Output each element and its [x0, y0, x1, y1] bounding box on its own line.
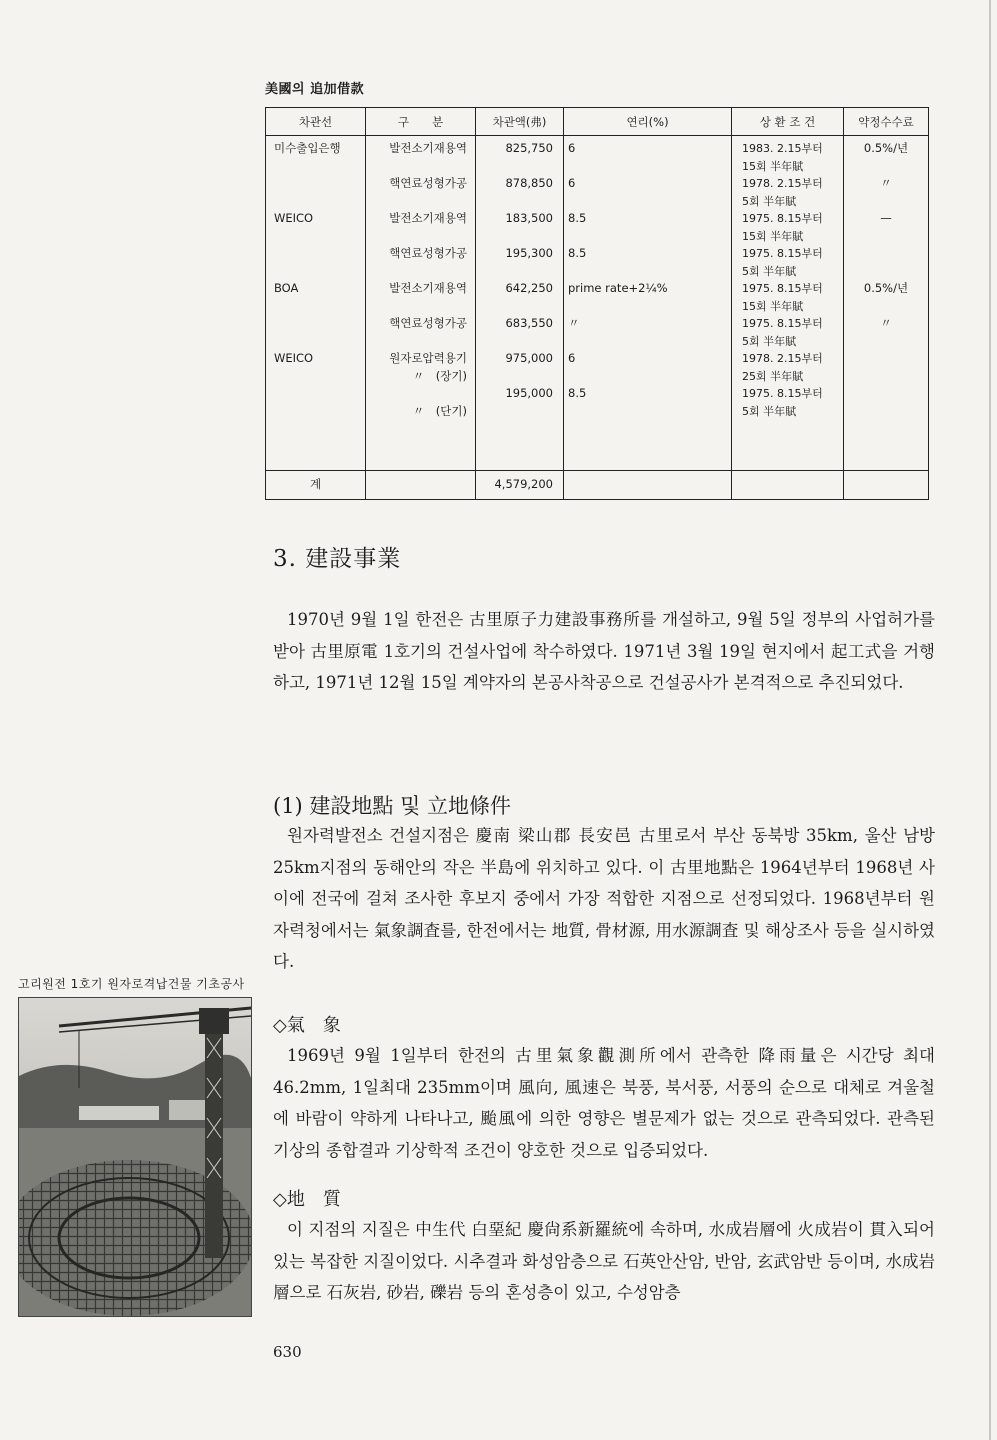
table-cell-line: 0.5%/년	[863, 141, 909, 155]
total-empty-fee	[844, 471, 929, 500]
table-cell-line	[366, 263, 475, 281]
table-cell-line	[844, 420, 928, 438]
class-column	[366, 136, 476, 471]
total-empty-class	[366, 471, 476, 500]
table-cell-line	[366, 298, 475, 316]
table-cell-line: 0.5%/년	[863, 281, 909, 295]
table-cell-line	[266, 403, 365, 421]
total-empty-repay	[732, 471, 844, 500]
page-number: 630	[273, 1343, 302, 1361]
table-cell-line: 1975. 8.15부터	[742, 282, 823, 295]
table-cell-line	[266, 193, 365, 211]
table-cell-line	[844, 385, 928, 403]
table-cell-line: 핵연료성형가공	[389, 316, 467, 330]
table-title: 美國의 追加借款	[265, 82, 365, 97]
table-cell-line: 195,000	[505, 386, 553, 400]
table-cell-line: 642,250	[505, 281, 553, 295]
table-cell-line	[476, 420, 563, 438]
table-cell-line: 15회 半年賦	[742, 229, 804, 243]
table-cell-line: 15회 半年賦	[742, 299, 804, 313]
table-cell-line: 1975. 8.15부터	[742, 317, 823, 330]
table-cell-line	[844, 245, 928, 263]
header-rate: 연리(%)	[564, 108, 732, 136]
fee-column	[844, 136, 929, 471]
table-cell-line	[266, 245, 365, 263]
table-cell-line: 〃	[568, 316, 580, 330]
table-cell-line: 미수출입은행	[274, 141, 341, 155]
table-cell-line: 15회 半年賦	[742, 159, 804, 173]
table-cell-line: 8.5	[568, 211, 587, 225]
table-cell-line: 5회 半年賦	[742, 404, 797, 418]
repay-column	[732, 136, 844, 471]
table-cell-line: —	[880, 211, 892, 225]
table-cell-line	[476, 403, 563, 421]
table-cell-line: 683,550	[505, 316, 553, 330]
total-label: 계	[266, 471, 366, 500]
table-cell-line	[266, 333, 365, 351]
construction-photo	[18, 997, 252, 1317]
table-cell-line: 6	[568, 176, 576, 190]
table-cell-line: prime rate+2¼%	[568, 281, 668, 295]
header-lender: 차관선	[266, 108, 366, 136]
table-cell-line	[844, 158, 928, 176]
table-cell-line: 878,850	[505, 176, 553, 190]
table-cell-line	[366, 420, 475, 438]
table-cell-line: 1975. 8.15부터	[742, 247, 823, 260]
table-cell-line	[266, 228, 365, 246]
table-cell-line	[732, 420, 843, 438]
table-cell-line	[266, 298, 365, 316]
table-cell-line	[844, 403, 928, 421]
table-cell-line: 핵연료성형가공	[389, 246, 467, 260]
header-class: 구 분	[366, 108, 476, 136]
table-cell-line	[844, 368, 928, 386]
lender-column	[266, 136, 366, 471]
table-cell-line: 〃 (장기)	[412, 368, 467, 383]
site-paragraph: 원자력발전소 건설지점은 慶南 梁山郡 長安邑 古里로서 부산 동북방 35km, 울산 남방 25km지점의 동해안의 작은 半島에 위치하고 있다. 이 古里地點은 1964년부터 1968년 사이에 전국에 걸쳐 조사한 후보지 중에서 가장 적합한 지점으로 선정되었다. 1968년부터 원자력청에서는 氣象調査를, 한전에서는 地質, 骨材源, 用水源調査 및 해상조사 등을 실시하였다.	[273, 826, 935, 971]
total-empty-rate	[564, 471, 732, 500]
table-cell-line	[564, 368, 731, 386]
table-cell-line: 발전소기재용역	[389, 211, 467, 225]
table-cell-line: 5회 半年賦	[742, 334, 797, 348]
table-cell-line: WEICO	[274, 351, 314, 365]
section-title: 3. 建設事業	[273, 546, 402, 572]
table-cell-line	[564, 298, 731, 316]
table-cell-line: 원자로압력용기	[389, 351, 467, 365]
table-cell-line: 발전소기재용역	[389, 281, 467, 295]
table-cell-line: 6	[568, 141, 576, 155]
table-cell-line: 1978. 2.15부터	[742, 177, 823, 190]
table-cell-line	[266, 315, 365, 333]
table-cell-line	[564, 403, 731, 421]
construction-photo-illustration	[19, 998, 251, 1316]
table-cell-line	[476, 368, 563, 386]
header-fee: 약정수수료	[844, 108, 929, 136]
table-cell-line: 5회 半年賦	[742, 194, 797, 208]
table-cell-line	[564, 158, 731, 176]
table-cell-line	[476, 263, 563, 281]
geology-heading: ◇地 質	[273, 1189, 341, 1210]
table-cell-line: 1983. 2.15부터	[742, 142, 823, 155]
table-cell-line: 〃	[880, 176, 892, 190]
table-cell-line	[476, 193, 563, 211]
table-cell-line: 183,500	[505, 211, 553, 225]
table-cell-line	[564, 193, 731, 211]
header-amount: 차관액(弗)	[476, 108, 564, 136]
table-cell-line: 825,750	[505, 141, 553, 155]
table-cell-line: 1975. 8.15부터	[742, 387, 823, 400]
subsection-title: (1) 建設地點 및 立地條件	[273, 794, 512, 818]
table-cell-line	[564, 420, 731, 438]
geology-paragraph: 이 지점의 지질은 中生代 白堊紀 慶尙系新羅統에 속하며, 水成岩層에 火成岩이 貫入되어 있는 복잡한 지질이었다. 시추결과 화성암층으로 石英안산암, 반암, 玄武암반 등이며, 水成岩層으로 石灰岩, 砂岩, 礫岩 등의 혼성층이 있고, 수성암층	[273, 1220, 935, 1302]
table-body-row	[266, 136, 929, 471]
table-cell-line	[844, 298, 928, 316]
table-cell-line: 1978. 2.15부터	[742, 352, 823, 365]
rate-column	[564, 136, 732, 471]
table-cell-line	[266, 385, 365, 403]
table-cell-line: 발전소기재용역	[389, 141, 467, 155]
table-cell-line	[564, 333, 731, 351]
weather-paragraph: 1969년 9월 1일부터 한전의 古里氣象觀測所에서 관측한 降雨量은 시간당 최대 46.2mm, 1일최대 235mm이며 風向, 風速은 북풍, 북서풍, 서풍의 순으로 대체로 겨울철에 바람이 약하게 나타나고, 颱風에 의한 영향은 별문제가 없는 것으로 관측되었다. 관측된 기상의 종합결과 기상학적 조건이 양호한 것으로 입증되었다.	[273, 1046, 935, 1160]
table-cell-line	[366, 228, 475, 246]
table-cell-line: 6	[568, 351, 576, 365]
table-cell-line	[476, 158, 563, 176]
table-cell-line	[844, 228, 928, 246]
table-cell-line	[366, 158, 475, 176]
table-cell-line	[476, 228, 563, 246]
table-cell-line: 25회 半年賦	[742, 369, 804, 383]
table-cell-line	[266, 158, 365, 176]
table-cell-line: WEICO	[274, 211, 314, 225]
table-cell-line: 〃 (단기)	[412, 403, 467, 418]
table-cell-line: 핵연료성형가공	[389, 176, 467, 190]
table-cell-line	[476, 333, 563, 351]
weather-heading: ◇氣 象	[273, 1015, 341, 1036]
table-cell-line	[266, 368, 365, 386]
table-cell-line: 8.5	[568, 386, 587, 400]
table-cell-line	[266, 420, 365, 438]
table-cell-line	[564, 228, 731, 246]
table-cell-line	[844, 333, 928, 351]
intro-paragraph: 1970년 9월 1일 한전은 古里原子力建設事務所를 개설하고, 9월 5일 정부의 사업허가를 받아 古里原電 1호기의 건설사업에 착수하였다. 1971년 3월 19일 현지에서 起工式을 거행하고, 1971년 12월 15일 계약자의 본공사착공으로 건설공사가 본격적으로 추진되었다.	[273, 610, 935, 692]
table-cell-line	[844, 193, 928, 211]
table-cell-line: 〃	[880, 316, 892, 330]
table-cell-line	[564, 263, 731, 281]
table-total-row	[266, 471, 929, 500]
page-edge-shadow	[989, 0, 991, 1440]
amount-column	[476, 136, 564, 471]
table-cell-line	[844, 263, 928, 281]
table-cell-line: 1975. 8.15부터	[742, 212, 823, 225]
header-repay: 상 환 조 건	[732, 108, 844, 136]
table-cell-line	[476, 298, 563, 316]
total-amount: 4,579,200	[476, 471, 564, 500]
table-cell-line	[844, 350, 928, 368]
photo-caption: 고리원전 1호기 원자로격납건물 기초공사	[18, 977, 245, 991]
table-cell-line	[366, 385, 475, 403]
table-cell-line	[266, 175, 365, 193]
table-cell-line: 8.5	[568, 246, 587, 260]
table-cell-line: 5회 半年賦	[742, 264, 797, 278]
table-cell-line: 195,300	[505, 246, 553, 260]
table-cell-line	[266, 263, 365, 281]
table-header-row	[266, 108, 929, 136]
table-cell-line	[366, 333, 475, 351]
loan-table	[265, 107, 929, 500]
table-cell-line: BOA	[274, 281, 299, 295]
table-cell-line	[366, 193, 475, 211]
table-cell-line: 975,000	[505, 351, 553, 365]
